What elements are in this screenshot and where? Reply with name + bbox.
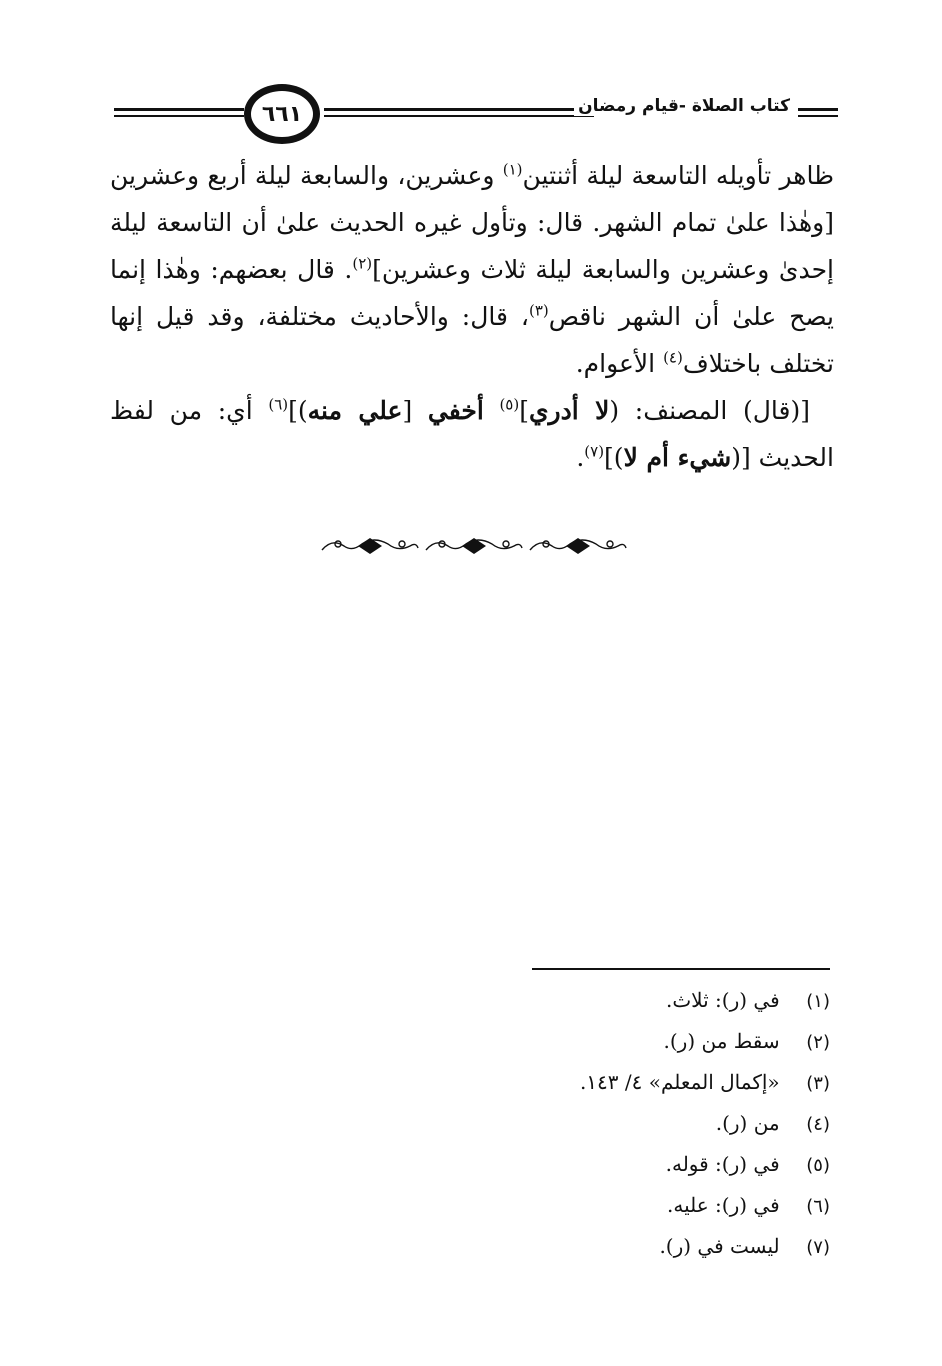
footnote: [430, 1021, 830, 1062]
footnote-text: ليست في (ر).: [659, 1234, 780, 1258]
footnote-text: «إكمال المعلم» ٤/ ١٤٣.: [579, 1070, 780, 1094]
text-run: [484, 396, 500, 425]
text-run: . قال بعضهم: وهٰذا إنما يصح علىٰ أن الشهر ناقص: [110, 255, 834, 331]
footnote: [430, 1103, 830, 1144]
footnote-text: في (ر): قوله.: [665, 1152, 780, 1176]
header-rule: [798, 108, 838, 111]
running-title: كتاب الصلاة -قيام رمضان: [574, 96, 794, 116]
text-run: الأعوام.: [575, 349, 664, 378]
header-rule: [114, 108, 244, 111]
footnote-number: (٧): [806, 1237, 830, 1258]
footnote-number: (٦): [806, 1196, 830, 1217]
text-run: ، قال: والأحاديث مختلفة، وقد قيل إنها تختلف باختلاف: [110, 302, 834, 378]
footnote-number: (٤): [806, 1114, 830, 1135]
header-rule: [114, 115, 244, 117]
text-run: )]: [604, 443, 624, 472]
footnote-ref[interactable]: (١): [502, 160, 523, 179]
text-run: [: [402, 396, 428, 425]
footnote-number: (١): [806, 991, 830, 1012]
footnote-number: (٣): [806, 1073, 830, 1094]
running-header: [108, 84, 838, 146]
footnote-number: (٥): [806, 1155, 830, 1176]
text-run: أي: من لفظ الحديث [(: [110, 396, 834, 472]
footnote-number: (٢): [806, 1032, 830, 1053]
quoted-text: أخفي: [427, 396, 484, 425]
page-number: ٦٦١: [261, 101, 303, 127]
page-number-badge: [244, 84, 320, 144]
floral-divider-icon: [318, 532, 628, 560]
footnote-text: في (ر): ثلاث.: [666, 988, 780, 1012]
main-text: [110, 152, 834, 481]
footnote-text: من (ر).: [715, 1111, 780, 1135]
footnote-ref[interactable]: (٣): [528, 301, 549, 320]
footnote-text: في (ر): عليه.: [667, 1193, 780, 1217]
header-rule: [324, 115, 594, 117]
text-run: )]: [288, 396, 308, 425]
footnotes: [430, 980, 830, 1267]
text-run: ]: [519, 396, 529, 425]
footnote: [430, 980, 830, 1021]
text-run: .: [576, 443, 585, 472]
quoted-text: شيء أم لا: [623, 443, 732, 472]
footnote: [430, 1226, 830, 1267]
text-run: [(قال) المصنف: (: [609, 396, 811, 425]
header-rule: [798, 115, 838, 117]
footnote-ref[interactable]: (٢): [352, 254, 373, 273]
paragraph: [110, 152, 834, 387]
header-rule: [324, 108, 594, 111]
footnote-ref[interactable]: (٤): [663, 348, 683, 367]
text-run: ظاهر تأويله التاسعة ليلة أثنتين: [522, 161, 834, 190]
paragraph: [110, 387, 834, 481]
footnote-separator: [532, 968, 830, 970]
footnote: [430, 1062, 830, 1103]
footnote-ref[interactable]: (٦): [268, 395, 289, 414]
quoted-text: لا أدري: [528, 396, 610, 425]
footnote-text: سقط من (ر).: [663, 1029, 780, 1053]
quoted-text: علي منه: [307, 396, 403, 425]
footnote: [430, 1185, 830, 1226]
footnote-ref[interactable]: (٧): [584, 442, 605, 461]
footnote-ref[interactable]: (٥): [499, 395, 520, 414]
text-run: وعشرين، والسابعة ليلة أربع وعشرين [وهٰذا علىٰ تمام الشهر. قال: وتأول غيره الحديث علىٰ أن التاسعة ليلة إحدىٰ وعشرين والسابعة ليلة ثلاث وعشرين]: [110, 161, 834, 284]
footnote: [430, 1144, 830, 1185]
